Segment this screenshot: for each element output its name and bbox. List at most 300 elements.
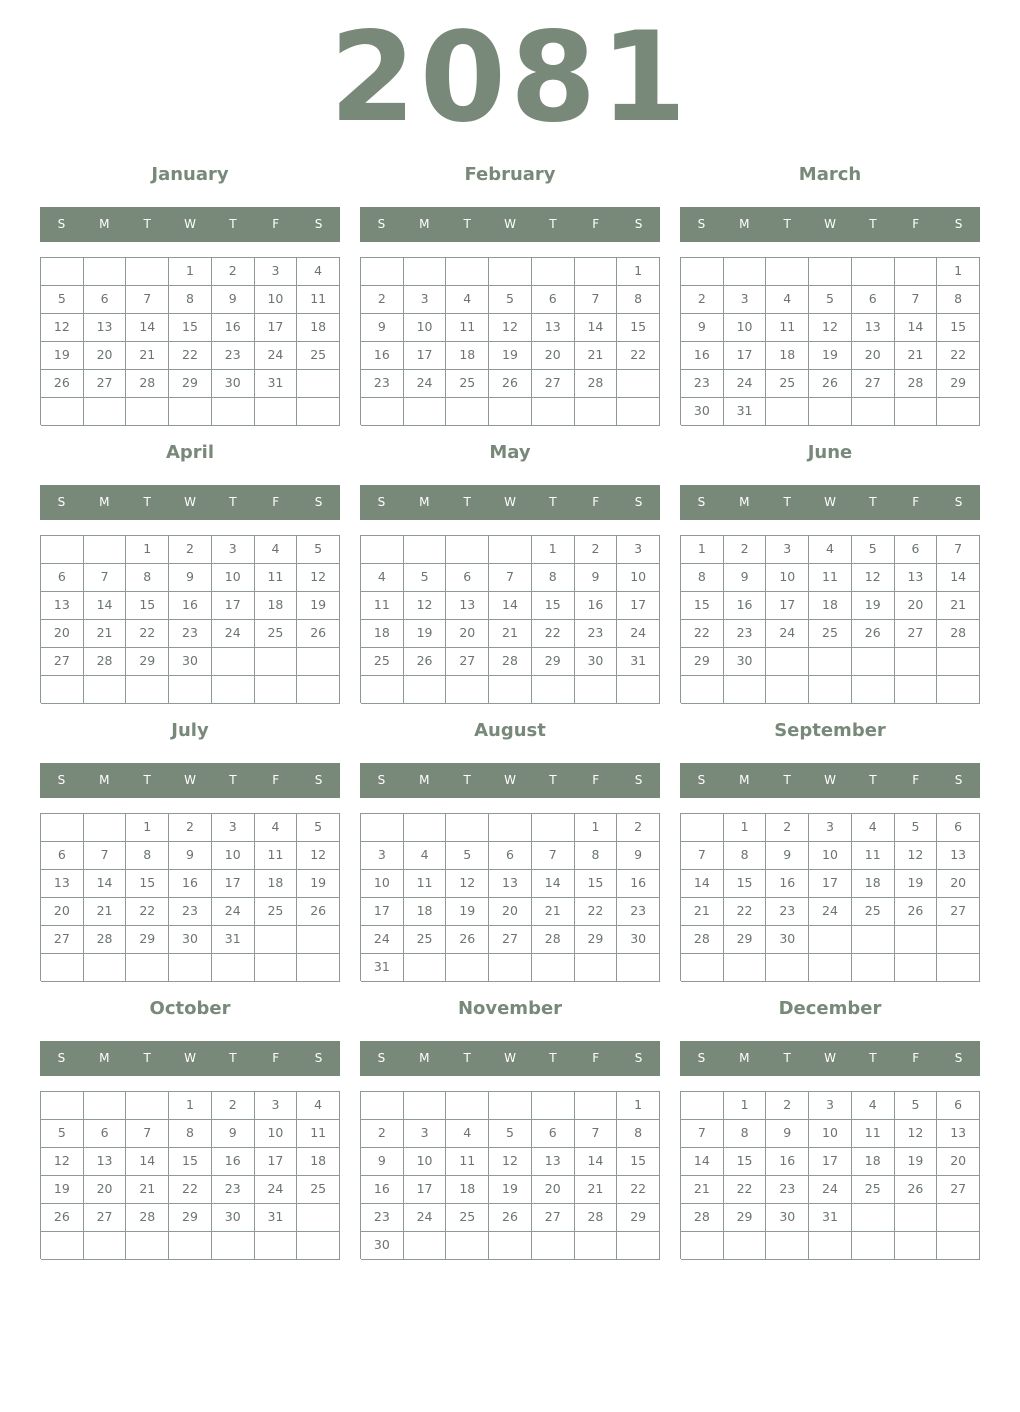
weekday-label: F bbox=[592, 217, 600, 231]
day-cell bbox=[297, 1232, 340, 1260]
day-cell bbox=[41, 398, 84, 426]
day-cell: 29 bbox=[724, 926, 767, 954]
day-cell: 25 bbox=[446, 370, 489, 398]
day-cell: 2 bbox=[681, 286, 724, 314]
day-grid bbox=[680, 257, 980, 425]
weekday-label: T bbox=[869, 495, 877, 509]
month-name: July bbox=[171, 720, 209, 741]
day-cell bbox=[297, 370, 340, 398]
day-cell: 3 bbox=[724, 286, 767, 314]
day-cell: 15 bbox=[937, 314, 980, 342]
day-cell: 24 bbox=[212, 620, 255, 648]
day-cell: 5 bbox=[895, 1092, 938, 1120]
day-cell: 14 bbox=[681, 870, 724, 898]
day-cell: 11 bbox=[297, 1120, 340, 1148]
day-cell: 4 bbox=[361, 564, 404, 592]
day-cell: 30 bbox=[575, 648, 618, 676]
day-cell bbox=[84, 1092, 127, 1120]
day-cell: 9 bbox=[169, 564, 212, 592]
day-cell: 21 bbox=[575, 342, 618, 370]
weekday-label: S bbox=[377, 1051, 386, 1065]
day-cell: 29 bbox=[617, 1204, 660, 1232]
day-cell: 15 bbox=[617, 314, 660, 342]
day-cell: 17 bbox=[212, 592, 255, 620]
day-cell: 8 bbox=[937, 286, 980, 314]
day-cell: 23 bbox=[681, 370, 724, 398]
day-cell bbox=[126, 1092, 169, 1120]
day-cell: 12 bbox=[895, 842, 938, 870]
day-cell bbox=[361, 398, 404, 426]
day-cell: 25 bbox=[766, 370, 809, 398]
day-cell: 20 bbox=[937, 870, 980, 898]
day-cell: 31 bbox=[809, 1204, 852, 1232]
weekday-label: F bbox=[272, 773, 280, 787]
day-cell: 2 bbox=[212, 258, 255, 286]
day-cell: 27 bbox=[937, 898, 980, 926]
day-cell: 22 bbox=[575, 898, 618, 926]
day-cell bbox=[489, 814, 532, 842]
day-cell: 4 bbox=[404, 842, 447, 870]
weekday-label: T bbox=[229, 773, 237, 787]
day-cell: 19 bbox=[489, 342, 532, 370]
day-cell: 31 bbox=[255, 370, 298, 398]
day-cell: 9 bbox=[361, 314, 404, 342]
day-cell: 7 bbox=[489, 564, 532, 592]
day-cell: 27 bbox=[84, 1204, 127, 1232]
day-cell: 25 bbox=[255, 898, 298, 926]
day-cell: 13 bbox=[41, 592, 84, 620]
day-cell: 15 bbox=[617, 1148, 660, 1176]
day-cell: 26 bbox=[489, 370, 532, 398]
weekday-label: F bbox=[912, 217, 920, 231]
month-name: March bbox=[798, 164, 862, 185]
day-cell bbox=[169, 954, 212, 982]
day-cell bbox=[937, 954, 980, 982]
day-cell: 15 bbox=[126, 870, 169, 898]
year-title: 2081 bbox=[329, 6, 691, 150]
day-cell: 14 bbox=[575, 1148, 618, 1176]
day-cell: 25 bbox=[361, 648, 404, 676]
weekday-label: T bbox=[549, 1051, 557, 1065]
weekday-label: M bbox=[99, 1051, 110, 1065]
day-cell: 4 bbox=[446, 1120, 489, 1148]
day-cell bbox=[766, 1232, 809, 1260]
day-cell: 16 bbox=[681, 342, 724, 370]
weekday-header bbox=[40, 1041, 340, 1076]
day-cell: 15 bbox=[575, 870, 618, 898]
day-cell: 18 bbox=[255, 592, 298, 620]
day-cell: 23 bbox=[766, 898, 809, 926]
day-cell: 27 bbox=[937, 1176, 980, 1204]
weekday-label: S bbox=[954, 1051, 963, 1065]
weekday-header bbox=[40, 485, 340, 520]
day-cell bbox=[895, 398, 938, 426]
weekday-label: M bbox=[419, 495, 430, 509]
day-cell: 30 bbox=[169, 926, 212, 954]
day-cell: 8 bbox=[169, 286, 212, 314]
day-cell: 23 bbox=[212, 342, 255, 370]
day-cell: 20 bbox=[895, 592, 938, 620]
day-cell: 24 bbox=[212, 898, 255, 926]
weekday-header bbox=[360, 763, 660, 798]
day-cell: 27 bbox=[41, 926, 84, 954]
day-cell bbox=[532, 258, 575, 286]
day-cell: 28 bbox=[937, 620, 980, 648]
day-cell: 13 bbox=[84, 1148, 127, 1176]
day-cell bbox=[532, 814, 575, 842]
weekday-label: W bbox=[184, 773, 196, 787]
day-cell: 10 bbox=[255, 286, 298, 314]
day-cell: 5 bbox=[41, 1120, 84, 1148]
day-cell bbox=[681, 1232, 724, 1260]
day-cell: 20 bbox=[446, 620, 489, 648]
day-cell bbox=[255, 676, 298, 704]
weekday-label: T bbox=[463, 495, 471, 509]
day-cell: 9 bbox=[724, 564, 767, 592]
day-cell: 9 bbox=[169, 842, 212, 870]
day-cell: 11 bbox=[255, 842, 298, 870]
day-cell bbox=[617, 1232, 660, 1260]
day-cell bbox=[446, 676, 489, 704]
day-cell: 31 bbox=[617, 648, 660, 676]
day-cell: 26 bbox=[404, 648, 447, 676]
day-cell: 27 bbox=[895, 620, 938, 648]
day-cell bbox=[126, 1232, 169, 1260]
day-cell: 7 bbox=[681, 1120, 724, 1148]
day-cell: 7 bbox=[937, 536, 980, 564]
day-cell: 30 bbox=[361, 1232, 404, 1260]
day-cell: 12 bbox=[404, 592, 447, 620]
day-cell: 24 bbox=[809, 1176, 852, 1204]
day-cell bbox=[895, 954, 938, 982]
day-cell: 31 bbox=[724, 398, 767, 426]
day-cell bbox=[809, 648, 852, 676]
day-cell: 4 bbox=[852, 1092, 895, 1120]
day-cell bbox=[575, 1092, 618, 1120]
day-cell bbox=[404, 814, 447, 842]
day-cell: 6 bbox=[937, 814, 980, 842]
day-cell: 2 bbox=[617, 814, 660, 842]
day-cell: 25 bbox=[852, 898, 895, 926]
day-cell: 20 bbox=[937, 1148, 980, 1176]
day-cell: 24 bbox=[255, 1176, 298, 1204]
day-cell: 6 bbox=[41, 842, 84, 870]
day-cell: 1 bbox=[532, 536, 575, 564]
weekday-header bbox=[40, 763, 340, 798]
weekday-label: T bbox=[549, 495, 557, 509]
day-cell: 8 bbox=[724, 842, 767, 870]
day-cell: 30 bbox=[766, 926, 809, 954]
day-cell: 15 bbox=[169, 1148, 212, 1176]
weekday-label: T bbox=[143, 773, 151, 787]
day-cell: 6 bbox=[937, 1092, 980, 1120]
day-cell: 14 bbox=[126, 1148, 169, 1176]
day-cell: 14 bbox=[681, 1148, 724, 1176]
weekday-label: T bbox=[229, 495, 237, 509]
day-cell: 15 bbox=[724, 1148, 767, 1176]
day-cell: 12 bbox=[446, 870, 489, 898]
day-cell: 17 bbox=[766, 592, 809, 620]
day-cell: 29 bbox=[724, 1204, 767, 1232]
day-cell: 19 bbox=[489, 1176, 532, 1204]
day-cell: 26 bbox=[489, 1204, 532, 1232]
weekday-label: F bbox=[272, 495, 280, 509]
day-cell bbox=[532, 1232, 575, 1260]
day-cell: 10 bbox=[617, 564, 660, 592]
day-grid bbox=[360, 257, 660, 425]
weekday-label: W bbox=[824, 773, 836, 787]
day-cell bbox=[532, 954, 575, 982]
day-cell: 24 bbox=[617, 620, 660, 648]
day-cell: 17 bbox=[255, 1148, 298, 1176]
day-cell: 16 bbox=[575, 592, 618, 620]
day-cell bbox=[84, 258, 127, 286]
day-cell: 6 bbox=[895, 536, 938, 564]
day-grid bbox=[360, 813, 660, 981]
day-cell: 22 bbox=[532, 620, 575, 648]
day-cell: 15 bbox=[126, 592, 169, 620]
day-cell: 14 bbox=[575, 314, 618, 342]
day-cell bbox=[84, 1232, 127, 1260]
day-cell: 7 bbox=[575, 286, 618, 314]
weekday-label: S bbox=[57, 217, 66, 231]
day-cell: 28 bbox=[84, 926, 127, 954]
day-grid bbox=[680, 1091, 980, 1259]
day-cell: 1 bbox=[724, 1092, 767, 1120]
day-cell: 13 bbox=[937, 1120, 980, 1148]
month-name: December bbox=[778, 998, 882, 1019]
day-cell: 15 bbox=[681, 592, 724, 620]
day-cell: 18 bbox=[255, 870, 298, 898]
weekday-label: S bbox=[314, 773, 323, 787]
day-cell: 1 bbox=[169, 1092, 212, 1120]
day-cell: 10 bbox=[212, 564, 255, 592]
day-cell: 3 bbox=[404, 1120, 447, 1148]
day-cell: 13 bbox=[937, 842, 980, 870]
day-cell: 6 bbox=[446, 564, 489, 592]
day-cell bbox=[681, 814, 724, 842]
day-cell: 22 bbox=[937, 342, 980, 370]
day-cell bbox=[852, 676, 895, 704]
day-cell: 5 bbox=[852, 536, 895, 564]
day-cell: 13 bbox=[84, 314, 127, 342]
day-cell bbox=[446, 536, 489, 564]
day-cell bbox=[575, 676, 618, 704]
day-cell bbox=[766, 954, 809, 982]
day-cell: 11 bbox=[297, 286, 340, 314]
day-cell: 8 bbox=[724, 1120, 767, 1148]
day-cell bbox=[404, 954, 447, 982]
day-cell: 4 bbox=[852, 814, 895, 842]
day-cell: 22 bbox=[617, 342, 660, 370]
weekday-label: M bbox=[99, 773, 110, 787]
day-cell bbox=[575, 258, 618, 286]
day-cell: 11 bbox=[852, 1120, 895, 1148]
day-cell: 22 bbox=[169, 342, 212, 370]
day-cell: 30 bbox=[212, 1204, 255, 1232]
weekday-label: S bbox=[377, 217, 386, 231]
weekday-label: F bbox=[592, 773, 600, 787]
weekday-label: W bbox=[184, 217, 196, 231]
weekday-label: F bbox=[592, 495, 600, 509]
day-cell bbox=[41, 536, 84, 564]
weekday-label: S bbox=[314, 1051, 323, 1065]
day-cell: 25 bbox=[404, 926, 447, 954]
day-grid bbox=[680, 813, 980, 981]
day-cell: 14 bbox=[895, 314, 938, 342]
day-cell: 16 bbox=[724, 592, 767, 620]
day-cell: 6 bbox=[84, 1120, 127, 1148]
day-cell: 8 bbox=[126, 564, 169, 592]
day-cell bbox=[446, 1232, 489, 1260]
day-cell: 17 bbox=[809, 1148, 852, 1176]
day-cell bbox=[255, 1232, 298, 1260]
day-cell: 29 bbox=[169, 370, 212, 398]
day-cell bbox=[937, 1204, 980, 1232]
weekday-label: M bbox=[739, 495, 750, 509]
day-cell: 18 bbox=[297, 1148, 340, 1176]
day-cell: 21 bbox=[937, 592, 980, 620]
day-cell bbox=[126, 258, 169, 286]
day-cell: 7 bbox=[84, 564, 127, 592]
day-cell bbox=[446, 1092, 489, 1120]
day-cell bbox=[297, 676, 340, 704]
day-cell bbox=[809, 258, 852, 286]
day-cell: 1 bbox=[681, 536, 724, 564]
day-cell: 5 bbox=[446, 842, 489, 870]
day-cell: 17 bbox=[212, 870, 255, 898]
day-cell bbox=[446, 398, 489, 426]
day-cell: 12 bbox=[489, 314, 532, 342]
day-cell bbox=[297, 648, 340, 676]
day-cell: 1 bbox=[169, 258, 212, 286]
day-cell: 31 bbox=[361, 954, 404, 982]
day-cell: 9 bbox=[361, 1148, 404, 1176]
weekday-label: M bbox=[99, 217, 110, 231]
day-cell: 23 bbox=[361, 370, 404, 398]
day-cell bbox=[809, 676, 852, 704]
weekday-header bbox=[680, 485, 980, 520]
day-cell: 20 bbox=[84, 342, 127, 370]
day-cell: 17 bbox=[724, 342, 767, 370]
day-cell bbox=[212, 1232, 255, 1260]
weekday-label: T bbox=[869, 1051, 877, 1065]
day-cell: 12 bbox=[809, 314, 852, 342]
day-cell: 16 bbox=[212, 1148, 255, 1176]
day-cell: 12 bbox=[41, 1148, 84, 1176]
day-cell: 13 bbox=[489, 870, 532, 898]
day-cell: 21 bbox=[489, 620, 532, 648]
weekday-label: T bbox=[143, 495, 151, 509]
day-cell: 15 bbox=[532, 592, 575, 620]
weekday-label: S bbox=[634, 495, 643, 509]
day-cell: 10 bbox=[212, 842, 255, 870]
weekday-label: T bbox=[229, 217, 237, 231]
day-cell: 2 bbox=[169, 814, 212, 842]
day-cell bbox=[724, 954, 767, 982]
day-cell: 28 bbox=[895, 370, 938, 398]
day-cell bbox=[41, 1092, 84, 1120]
day-cell bbox=[361, 814, 404, 842]
weekday-label: S bbox=[57, 1051, 66, 1065]
day-cell: 21 bbox=[84, 620, 127, 648]
weekday-label: W bbox=[504, 773, 516, 787]
day-cell bbox=[617, 676, 660, 704]
day-cell: 3 bbox=[766, 536, 809, 564]
day-cell bbox=[126, 676, 169, 704]
weekday-label: S bbox=[954, 495, 963, 509]
day-cell: 11 bbox=[809, 564, 852, 592]
day-cell bbox=[404, 398, 447, 426]
day-cell: 28 bbox=[575, 370, 618, 398]
weekday-label: F bbox=[592, 1051, 600, 1065]
weekday-label: T bbox=[783, 773, 791, 787]
day-cell: 13 bbox=[895, 564, 938, 592]
day-cell: 26 bbox=[852, 620, 895, 648]
day-cell: 19 bbox=[809, 342, 852, 370]
day-cell: 4 bbox=[297, 258, 340, 286]
day-cell: 6 bbox=[41, 564, 84, 592]
weekday-label: S bbox=[377, 773, 386, 787]
day-cell: 26 bbox=[297, 620, 340, 648]
day-cell: 23 bbox=[766, 1176, 809, 1204]
day-cell: 4 bbox=[297, 1092, 340, 1120]
day-cell: 3 bbox=[212, 536, 255, 564]
day-cell: 29 bbox=[532, 648, 575, 676]
weekday-header bbox=[360, 1041, 660, 1076]
day-cell: 16 bbox=[766, 870, 809, 898]
day-cell: 21 bbox=[895, 342, 938, 370]
day-cell bbox=[852, 954, 895, 982]
day-cell bbox=[809, 1232, 852, 1260]
day-cell: 18 bbox=[446, 1176, 489, 1204]
day-cell bbox=[489, 954, 532, 982]
weekday-label: M bbox=[99, 495, 110, 509]
day-cell: 13 bbox=[852, 314, 895, 342]
day-cell: 16 bbox=[169, 592, 212, 620]
day-cell: 8 bbox=[681, 564, 724, 592]
day-grid bbox=[360, 1091, 660, 1259]
day-cell bbox=[41, 954, 84, 982]
day-cell: 21 bbox=[84, 898, 127, 926]
day-cell bbox=[617, 398, 660, 426]
day-cell: 21 bbox=[681, 898, 724, 926]
day-cell bbox=[937, 676, 980, 704]
day-cell: 5 bbox=[404, 564, 447, 592]
day-cell: 23 bbox=[361, 1204, 404, 1232]
day-cell: 1 bbox=[724, 814, 767, 842]
day-cell bbox=[84, 954, 127, 982]
day-grid bbox=[40, 257, 340, 425]
weekday-header bbox=[680, 763, 980, 798]
day-cell: 6 bbox=[532, 286, 575, 314]
day-cell: 12 bbox=[489, 1148, 532, 1176]
day-cell: 25 bbox=[809, 620, 852, 648]
month-name: April bbox=[165, 442, 215, 463]
day-cell: 29 bbox=[937, 370, 980, 398]
day-cell: 22 bbox=[617, 1176, 660, 1204]
day-cell bbox=[532, 398, 575, 426]
day-cell: 9 bbox=[766, 842, 809, 870]
day-cell bbox=[404, 1092, 447, 1120]
day-cell: 14 bbox=[532, 870, 575, 898]
day-cell: 29 bbox=[169, 1204, 212, 1232]
day-cell: 28 bbox=[126, 1204, 169, 1232]
day-cell: 3 bbox=[809, 1092, 852, 1120]
weekday-label: T bbox=[783, 217, 791, 231]
day-cell: 5 bbox=[489, 286, 532, 314]
weekday-label: M bbox=[739, 1051, 750, 1065]
